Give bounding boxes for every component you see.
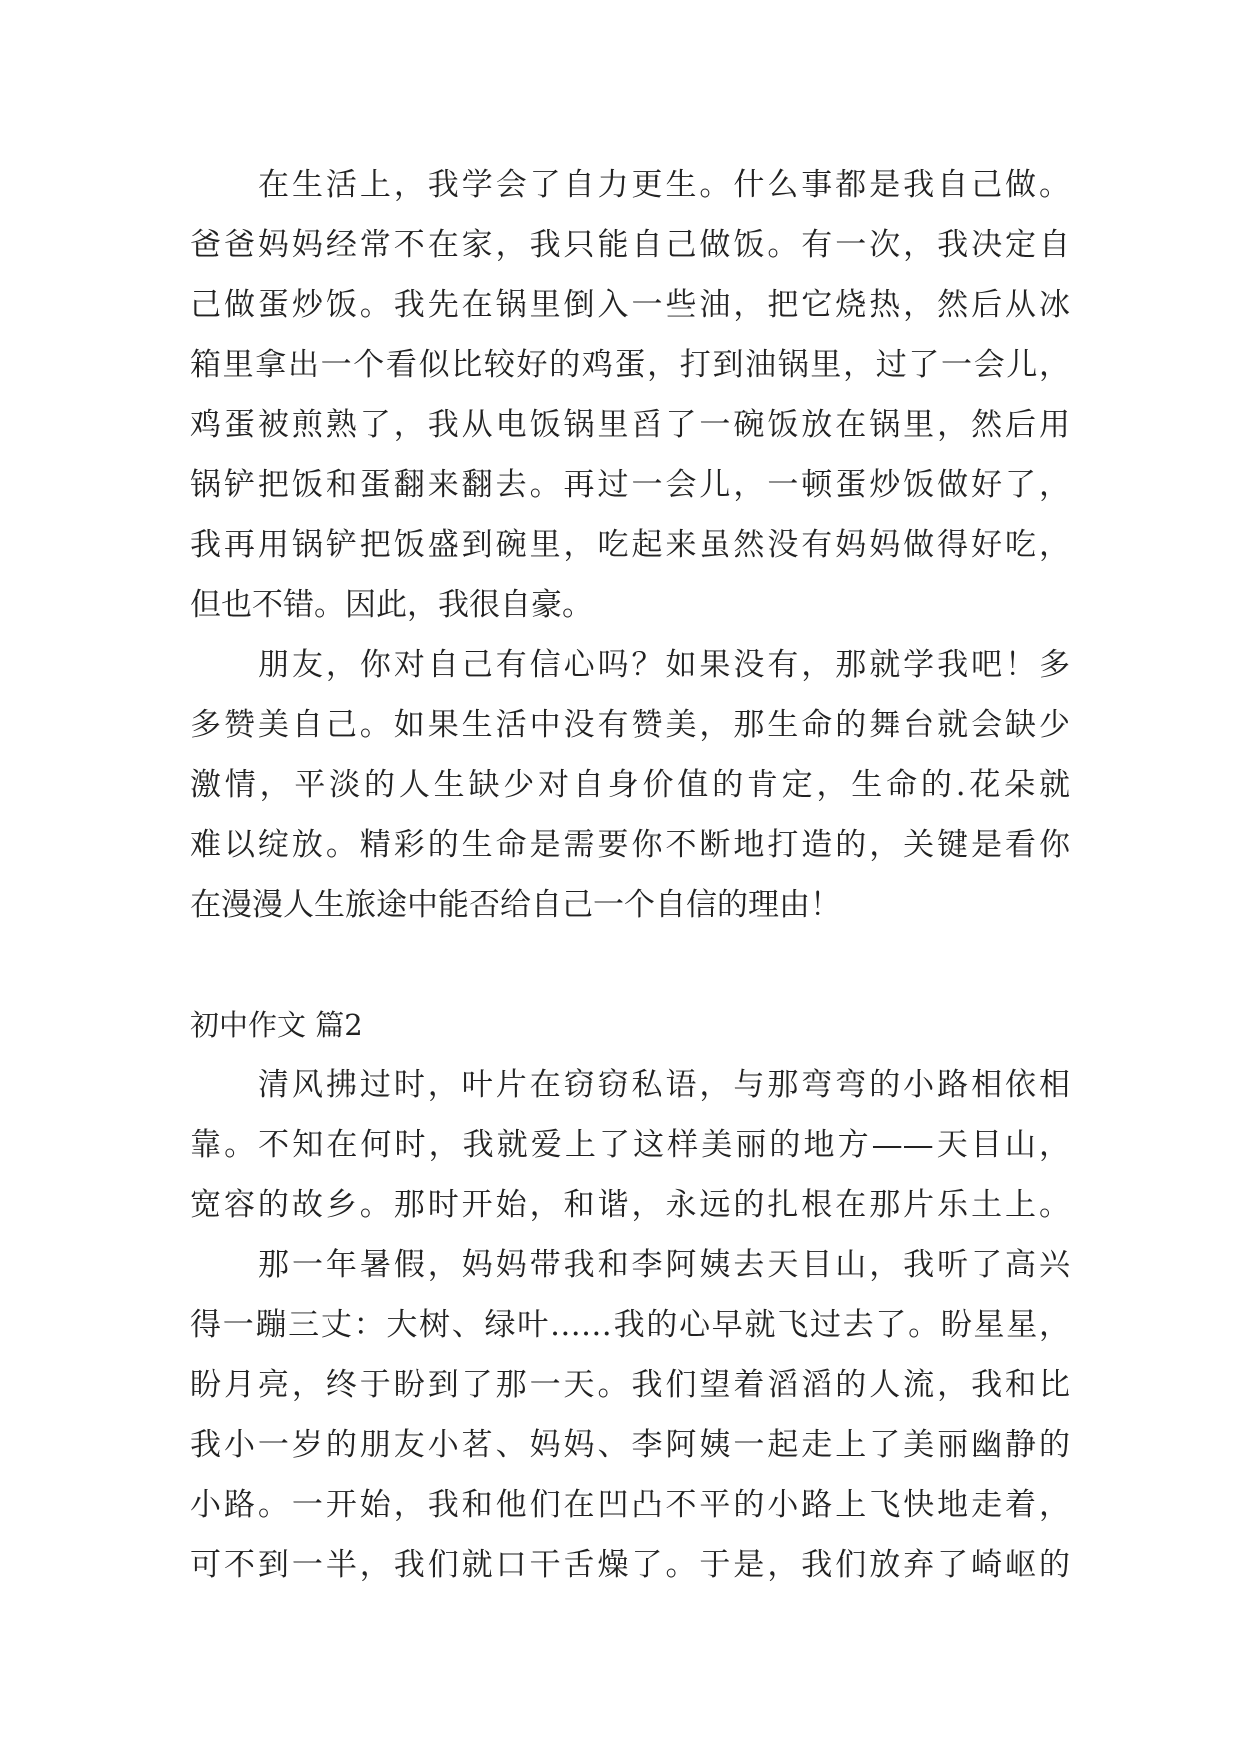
section-paragraph-2-line-3: 盼月亮，终于盼到了那一天。我们望着滔滔的人流，我和比 xyxy=(190,1367,1070,1403)
paragraph-2-line-4: 难以绽放。精彩的生命是需要你不断地打造的，关键是看你 xyxy=(190,827,1070,863)
section-paragraph-1-line-3: 宽容的故乡。那时开始，和谐，永远的扎根在那片乐土上。 xyxy=(190,1187,1070,1223)
section-paragraph-2-line-1: 那一年暑假，妈妈带我和李阿姨去天目山，我听了高兴 xyxy=(258,1247,1070,1283)
section-paragraph-2-line-6: 可不到一半，我们就口干舌燥了。于是，我们放弃了崎岖的 xyxy=(190,1547,1070,1583)
paragraph-2-line-3: 激情，平淡的人生缺少对自身价值的肯定，生命的.花朵就 xyxy=(190,767,1070,803)
section-paragraph-1-line-1: 清风拂过时，叶片在窃窃私语，与那弯弯的小路相依相 xyxy=(258,1067,1070,1103)
section-paragraph-2-line-2: 得一蹦三丈：大树、绿叶……我的心早就飞过去了。盼星星， xyxy=(190,1307,1070,1343)
paragraph-1-line-8: 但也不错。因此，我很自豪。 xyxy=(190,587,593,623)
section-paragraph-2-line-5: 小路。一开始，我和他们在凹凸不平的小路上飞快地走着， xyxy=(190,1487,1070,1523)
paragraph-1-line-4: 箱里拿出一个看似比较好的鸡蛋，打到油锅里，过了一会儿， xyxy=(190,347,1070,383)
paragraph-1-line-2: 爸爸妈妈经常不在家，我只能自己做饭。有一次，我决定自 xyxy=(190,227,1070,263)
paragraph-1-line-7: 我再用锅铲把饭盛到碗里，吃起来虽然没有妈妈做得好吃， xyxy=(190,527,1070,563)
section-heading: 初中作文 篇2 xyxy=(190,1008,363,1042)
paragraph-2-line-1: 朋友，你对自己有信心吗？如果没有，那就学我吧！多 xyxy=(258,647,1070,683)
paragraph-2-line-2: 多赞美自己。如果生活中没有赞美，那生命的舞台就会缺少 xyxy=(190,707,1070,743)
paragraph-1-line-6: 锅铲把饭和蛋翻来翻去。再过一会儿，一顿蛋炒饭做好了， xyxy=(190,467,1070,503)
paragraph-1-line-5: 鸡蛋被煎熟了，我从电饭锅里舀了一碗饭放在锅里，然后用 xyxy=(190,407,1070,443)
section-paragraph-1-line-2: 靠。不知在何时，我就爱上了这样美丽的地方——天目山， xyxy=(190,1127,1070,1163)
paragraph-1-line-1: 在生活上，我学会了自力更生。什么事都是我自己做。 xyxy=(258,167,1070,203)
section-paragraph-2-line-4: 我小一岁的朋友小茗、妈妈、李阿姨一起走上了美丽幽静的 xyxy=(190,1427,1070,1463)
paragraph-1-line-3: 己做蛋炒饭。我先在锅里倒入一些油，把它烧热，然后从冰 xyxy=(190,287,1070,323)
paragraph-2-line-5: 在漫漫人生旅途中能否给自己一个自信的理由！ xyxy=(190,887,841,923)
